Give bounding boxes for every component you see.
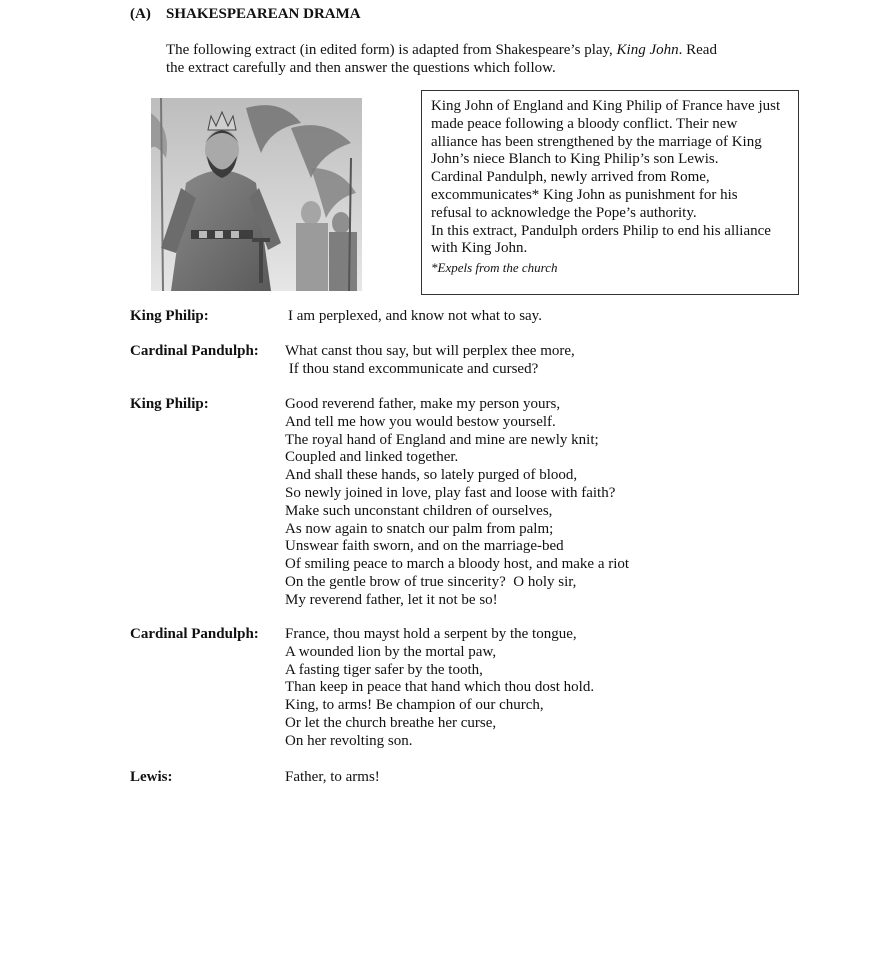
speech-line: King, to arms! Be champion of our church, [285, 697, 544, 714]
speech-line: I am perplexed, and know not what to say. [288, 308, 542, 324]
king-john-illustration-icon [151, 98, 362, 291]
speaker-label: Cardinal Pandulph: [130, 343, 259, 359]
section-title: SHAKESPEAREAN DRAMA [166, 6, 361, 22]
speech-line: And tell me how you would bestow yourself. [285, 413, 556, 430]
speaker-label: Cardinal Pandulph: [130, 626, 259, 642]
speech-line: If thou stand excommunicate and cursed? [285, 360, 539, 377]
speech-line: France, thou mayst hold a serpent by the tongue, [285, 626, 577, 642]
section-heading [130, 6, 361, 24]
speech-line: So newly joined in love, play fast and loose with faith? [285, 484, 616, 501]
speech-line: Or let the church breathe her curse, [285, 714, 497, 731]
speech-lines [288, 308, 542, 326]
context-line: with King John. [431, 240, 528, 257]
speech-line: Father, to arms! [285, 769, 380, 785]
context-line: refusal to acknowledge the Pope’s authority. [431, 204, 697, 221]
context-line: excommunicates* King John as punishment for his [431, 186, 738, 203]
speech-line: Of smiling peace to march a bloody host, and make a riot [285, 556, 630, 573]
speech-line: My reverend father, let it not be so! [285, 591, 498, 608]
context-line: alliance has been strengthened by the marriage of King [431, 133, 762, 150]
speech-lines [285, 626, 594, 751]
speaker-label: King Philip: [130, 396, 209, 412]
speech-lines [285, 343, 575, 379]
speech-line: Than keep in peace that hand which thou dost hold. [285, 679, 595, 696]
speech-line: Make such unconstant children of ourselves, [285, 502, 553, 519]
intro-text-start: The following extract (in edited form) is adapted from Shakespeare’s play, [166, 42, 617, 58]
speech-line: A fasting tiger safer by the tooth, [285, 661, 483, 678]
speech-line: A wounded lion by the mortal paw, [285, 643, 497, 660]
speaker-label: King Philip: [130, 308, 209, 324]
speech-line: Unswear faith sworn, and on the marriage-bed [285, 538, 564, 555]
context-box [421, 90, 799, 295]
speech-line: And shall these hands, so lately purged of blood, [285, 467, 578, 484]
speech-line: What canst thou say, but will perplex thee more, [285, 343, 575, 359]
context-line: Cardinal Pandulph, newly arrived from Rome, [431, 169, 710, 186]
intro-text-end: . Read [678, 42, 717, 58]
intro-paragraph [166, 42, 766, 77]
context-footnote: *Expels from the church [431, 260, 558, 276]
speech-lines [285, 769, 380, 787]
speech-line: Coupled and linked together. [285, 449, 459, 466]
speech-line: On her revolting son. [285, 732, 413, 749]
speech-line: The royal hand of England and mine are newly knit; [285, 431, 599, 448]
speaker-label: Lewis: [130, 769, 173, 785]
play-title: King John [616, 42, 679, 58]
context-line: King John of England and King Philip of France have just [431, 98, 781, 114]
intro-second-line: the extract carefully and then answer the questions which follow. [166, 59, 556, 76]
section-number: (A) [130, 6, 151, 22]
speech-line: On the gentle brow of true sincerity? O holy sir, [285, 573, 577, 590]
context-line: John’s niece Blanch to King Philip’s son Lewis. [431, 151, 719, 168]
speech-line: Good reverend father, make my person yours, [285, 396, 561, 412]
speech-lines [285, 396, 629, 610]
context-line: made peace following a bloody conflict. Their new [431, 115, 738, 132]
context-line: In this extract, Pandulph orders Philip to end his alliance [431, 222, 771, 239]
speech-line: As now again to snatch our palm from palm; [285, 520, 554, 537]
